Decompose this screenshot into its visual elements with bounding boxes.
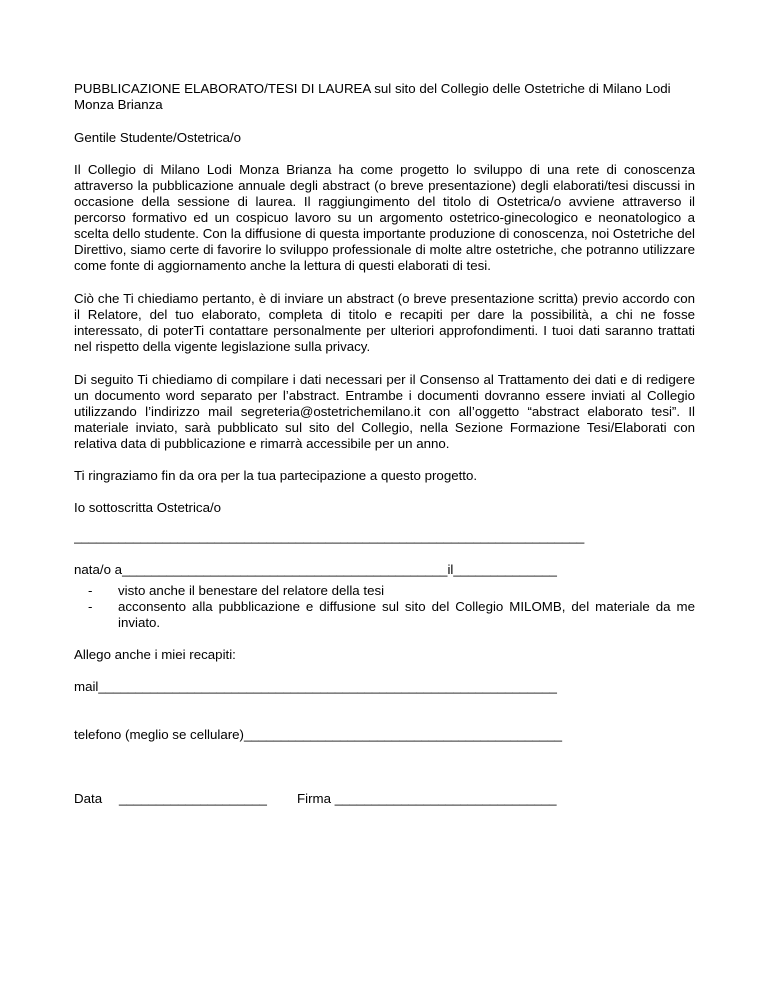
birth-row (74, 562, 695, 578)
phone-label: telefono (meglio se cellulare) (74, 727, 244, 742)
birthdate-label: il (447, 562, 454, 577)
signer-label: Io sottoscritta Ostetrica/o (74, 500, 222, 515)
mail-label: mail (74, 679, 99, 694)
request-paragraph: Ciò che Ti chiediamo pertanto, è di inviare un abstract (o breve presentazione scritta) previo accordo con il Relatore, del tuo elaborato, completa di titolo e recapiti per dare la possibilità, a chi ne fosse interessato, di poterTi contattare personalmente per ulteriori approfondimenti. I tuoi dati saranno trattati nel rispetto della vigente legislazione sulla privacy. (74, 291, 695, 354)
signature-row (74, 791, 695, 807)
list-item (74, 583, 695, 599)
signature-field[interactable]: ______________________________ (334, 791, 557, 806)
list-item (74, 599, 695, 631)
mail-field[interactable]: ______________________________________________________________ (98, 679, 557, 694)
thanks-paragraph: Ti ringraziamo fin da ora per la tua partecipazione a questo progetto. (74, 468, 478, 483)
list-item-text: visto anche il benestare del relatore della tesi (118, 583, 385, 598)
phone-row (74, 727, 695, 743)
document-title: PUBBLICAZIONE ELABORATO/TESI DI LAUREA sul sito del Collegio delle Ostetriche di Milano Lodi Monza Brianza (74, 81, 671, 112)
birthplace-field[interactable]: ____________________________________________ (122, 562, 448, 577)
attach-label: Allego anche i miei recapiti: (74, 647, 236, 662)
signature-label: Firma (297, 791, 331, 806)
document-page (74, 81, 695, 807)
phone-field[interactable]: ___________________________________________ (244, 727, 562, 742)
consent-list (74, 583, 695, 631)
name-field[interactable]: _____________________________________________________________________ (74, 529, 585, 544)
born-label: nata/o a (74, 562, 123, 577)
greeting: Gentile Studente/Ostetrica/o (74, 130, 242, 145)
instructions-paragraph: Di seguito Ti chiediamo di compilare i dati necessari per il Consenso al Trattamento dei dati e di redigere un documento word separato per l’abstract. Entrambe i documenti dovranno essere inviati al Collegio utilizzando l’indirizzo mail segreteria@ostetrichemilano.it con all’oggetto “abstract elaborato tesi”. Il materiale inviato, sarà pubblicato sul sito del Collegio, nella Sezione Formazione Tesi/Elaborati con relativa data di pubblicazione e rimarrà accessibile per un anno. (74, 372, 695, 451)
dash-bullet: - (88, 583, 93, 598)
mail-row (74, 679, 695, 695)
list-item-text: acconsento alla pubblicazione e diffusione sul sito del Collegio MILOMB, del materiale da me inviato. (118, 599, 695, 630)
sign-date-field[interactable]: ____________________ (119, 791, 267, 806)
intro-paragraph: Il Collegio di Milano Lodi Monza Brianza ha come progetto lo sviluppo di una rete di conoscenza attraverso la pubblicazione annuale degli abstract (o breve presentazione) degli elaborati/tesi discussi in occasione della sessione di laurea. Il raggiungimento del titolo di Ostetrica/o avviene attraverso il percorso formativo ed un cospicuo lavoro su un argomento ostetrico-ginecologico e neonatologico a scelta dello studente. Con la diffusione di questa importante produzione di conoscenza, noi Ostetriche del Direttivo, siamo certe di favorire lo sviluppo professionale di molte altre ostetriche, che potranno utilizzare come fonte di aggiornamento anche la lettura di questi elaborati di tesi. (74, 162, 695, 273)
birthdate-field[interactable]: ______________ (453, 562, 557, 577)
sign-date-label: Data (74, 791, 103, 806)
dash-bullet: - (88, 599, 93, 614)
